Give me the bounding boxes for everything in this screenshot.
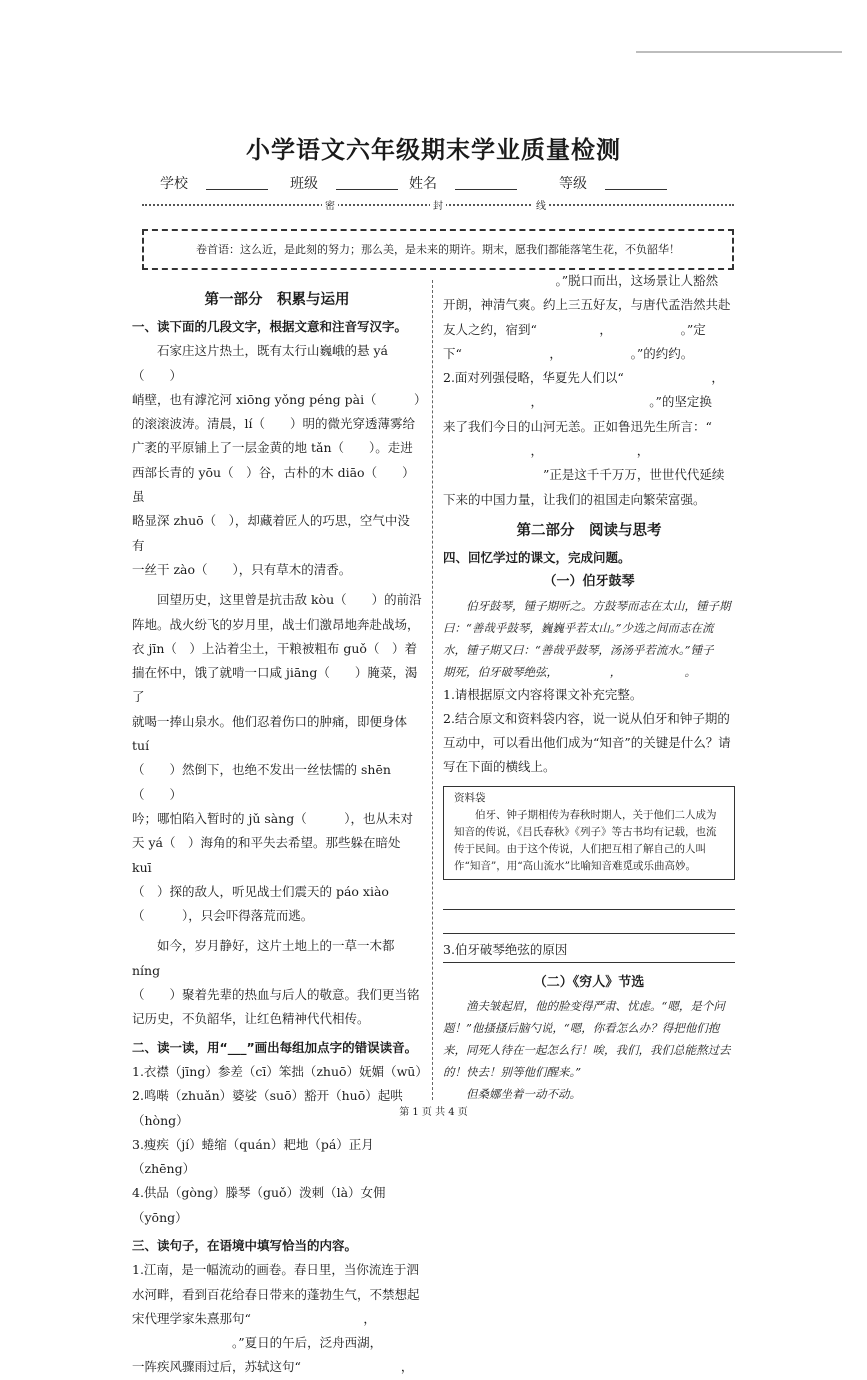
q1-line: 的滚滚波涛。清晨，lí（ ）明的微光穿透薄雾给 xyxy=(132,416,415,432)
top-rule xyxy=(636,51,842,53)
q1-line: 揣在怀中，饿了就啃一口咸 jiāng（ ）腌菜，渴了 xyxy=(132,665,418,705)
q1-line: 一丝干 zào（ ），只有草木的清香。 xyxy=(132,561,352,577)
q1-line: 天 yá（ ）海角的和平失去希望。那些躲在暗处 kuī xyxy=(132,835,401,875)
text2-line: 来，同死人待在一起怎么行！唉，我们，我们总能熬过去 xyxy=(443,1043,731,1058)
class-field[interactable] xyxy=(290,173,398,193)
text1-line: 伯牙鼓琴，锺子期听之。方鼓琴而志在太山，锺子期 xyxy=(466,598,731,613)
text1-title: （一）伯牙鼓琴 xyxy=(543,574,635,590)
q4-1: 1.请根据原文内容将课文补充完整。 xyxy=(443,686,643,702)
grade-blank[interactable] xyxy=(605,175,667,190)
school-field[interactable] xyxy=(160,173,268,193)
text-line[interactable]: 来了我们今日的山河无恙。正如鲁迅先生所言：“ xyxy=(443,418,712,434)
fill-line[interactable]: 。”脱口而出，这场景让人豁然 xyxy=(443,273,719,288)
text2-title: （二）《穷人》节选 xyxy=(533,975,645,991)
text1-line[interactable]: 期死，伯牙破琴绝弦， ， 。 xyxy=(443,664,696,679)
q1-line: 石家庄这片热土，既有太行山巍峨的悬 yá（ ） xyxy=(132,343,388,383)
answer-line[interactable] xyxy=(443,910,735,934)
page-title: 小学语文六年级期末学业质量检测 xyxy=(246,136,621,164)
text2-line: 但桑娜坐着一动不动。 xyxy=(466,1087,581,1102)
q3-line: 1.江南，是一幅流动的画卷。春日里，当你流连于泗 xyxy=(132,1262,419,1278)
q1-line: 阵地。战火纷飞的岁月里，战士们激昂地奔赴战场， xyxy=(132,616,420,632)
q2-item[interactable]: 2.鸣啭（zhuǎn）婆娑（suō）豁开（huō）起哄（hòng） xyxy=(132,1088,403,1128)
q1-line: （ ）聚着先辈的热血与后人的敬意。我们更当铭 xyxy=(132,987,420,1003)
text-line: 下来的中国力量，让我们的祖国走向繁荣富强。 xyxy=(443,491,706,507)
q1-line: （ ），只会吓得落荒而逃。 xyxy=(132,908,314,924)
text2-line: 渔夫皱起眉，他的脸变得严肃、忧虑。“嗯，是个问 xyxy=(466,999,725,1014)
q3-line[interactable]: 宋代理学家朱熹那句“ ， xyxy=(132,1310,376,1326)
text1-line: 水，锺子期又曰：“善哉乎鼓琴，汤汤乎若流水。”锺子 xyxy=(443,642,714,657)
info-box-title: 资料袋 xyxy=(454,791,486,804)
q4-2: 2.结合原文和资料袋内容，说一说从伯牙和钟子期的互动中，可以看出他们成为“知音”的关键是什么？请写在下面的横线上。 xyxy=(443,710,731,775)
q2-item[interactable]: 4.供品（gòng）滕琴（guǒ）泼刺（là）女佣（yōng） xyxy=(132,1185,386,1225)
seal-char-feng: 封 xyxy=(430,197,446,212)
school-blank[interactable] xyxy=(206,175,268,190)
part2-heading: 第二部分 阅读与思考 xyxy=(516,522,662,539)
seal-char-mi: 密 xyxy=(322,197,338,212)
fill-line[interactable]: ， ， xyxy=(443,443,650,459)
q1-line: 西部长青的 yōu（ ）谷，古朴的木 diāo（ ）虽 xyxy=(132,464,415,505)
q1-line: （ ）然倒下，也绝不发出一丝怯懦的 shēn（ ） xyxy=(132,762,391,802)
q4-title: 四、回忆学过的课文，完成问题。 xyxy=(443,549,631,565)
left-column xyxy=(132,285,428,1380)
fill-line[interactable]: 2.面对列强侵略，华夏先人们以“ ， xyxy=(443,370,724,386)
q3-line[interactable]: 。”夏日的午后，泛舟西湖， xyxy=(132,1335,383,1351)
q1-line: 如今，岁月静好，这片土地上的一草一木都 níng xyxy=(132,938,395,978)
q1-line: 吟；哪怕陷入暂时的 jǔ sàng（ ），也从未对 xyxy=(132,810,414,826)
answer-line[interactable] xyxy=(443,886,735,910)
school-label: 学校 xyxy=(160,176,188,192)
info-box xyxy=(443,786,735,880)
name-field[interactable] xyxy=(409,173,517,193)
q1-line: 回望历史，这里曾是抗击敌 kòu（ ）的前沿 xyxy=(157,592,422,608)
class-label: 班级 xyxy=(290,176,318,192)
q3-line: 水河畔，看到百花给春日带来的蓬勃生气，不禁想起 xyxy=(132,1286,420,1302)
fill-line[interactable]: 友人之约，宿到“ ， 。”定 xyxy=(443,321,706,337)
fill-line[interactable]: 下“ ， 。”的约约。 xyxy=(443,345,694,361)
motto-box xyxy=(142,229,734,270)
grade-field[interactable] xyxy=(559,173,667,193)
fill-line[interactable]: ， 。”的坚定换 xyxy=(443,394,712,410)
q4-3[interactable]: 3.伯牙破琴绝弦的原因 xyxy=(443,938,735,963)
q3-line[interactable]: 一阵疾风骤雨过后，苏轼这句“ ， xyxy=(132,1359,414,1375)
right-column xyxy=(443,269,735,1105)
class-blank[interactable] xyxy=(336,175,398,190)
q2-item[interactable]: 3.瘦疾（jí）蜷缩（quán）耙地（pá）正月（zhēng） xyxy=(132,1136,374,1177)
q2-item[interactable]: 1.衣襟（jīng）参差（cī）笨拙（zhuō）妩媚（wū） xyxy=(132,1063,428,1079)
q1-line: 广袤的平原铺上了一层金黄的地 tǎn（ ）。走进 xyxy=(132,440,413,456)
q1-line: 衣 jīn（ ）上沾着尘土，干粮被粗布 guǒ（ ）着 xyxy=(132,640,417,656)
q3-title: 三、读句子，在语境中填写恰当的内容。 xyxy=(132,1237,358,1253)
q1-title: 一、读下面的几段文字，根据文意和注音写汉字。 xyxy=(132,319,408,334)
part1-heading: 第一部分 积累与运用 xyxy=(204,292,350,308)
text2-line: 的！快去！别等他们醒来。” xyxy=(443,1065,582,1080)
text1-line: 曰：“善哉乎鼓琴，巍巍乎若太山。”少选之间而志在流 xyxy=(443,620,714,635)
q1-line: 峭壁，也有滹沱河 xiōng yǒng péng pài（ ） xyxy=(132,391,427,407)
q1-line: 就喝一捧山泉水。他们忍着伤口的肿痛，即便身体 tuí xyxy=(132,713,408,754)
page-footer: 第 1 页 共 4 页 xyxy=(399,1107,468,1118)
text2-line: 题！”他搔搔后脑勺说，“嗯，你看怎么办？得把他们抱 xyxy=(443,1021,720,1036)
column-divider xyxy=(432,280,433,1100)
name-blank[interactable] xyxy=(455,175,517,190)
q2-title: 二、读一读，用“___”画出每组加点字的错误读音。 xyxy=(132,1039,418,1055)
name-label: 姓名 xyxy=(409,176,437,192)
q1-line: 略显深 zhuō（ ），却藏着匠人的巧思，空气中没有 xyxy=(132,513,410,553)
text-line: 开朗，神清气爽。约上三五好友，与唐代孟浩然共赴 xyxy=(443,297,731,313)
q1-line: （ ）探的敌人，听见战士们震天的 páo xiào xyxy=(132,883,389,899)
q1-line: 记历史，不负韶华，让红色精神代代相传。 xyxy=(132,1011,370,1027)
grade-label: 等级 xyxy=(559,176,587,192)
info-box-text: 伯牙、钟子期相传为春秋时期人，关于他们二人成为知音的传说，《吕氏春秋》《列子》等古书均有记载，也流传于民间。由于这个传说，人们把互相了解自己的人叫作“知音”，用“高山流水”比喻知音难觅或乐曲高妙。 xyxy=(454,808,717,872)
motto-text: 卷首语：这么近，是此刻的努力；那么美，是未来的期许。期末，愿我们都能落笔生花，不负韶华！ xyxy=(196,243,680,256)
seal-char-xian: 线 xyxy=(533,197,549,212)
fill-line[interactable]: ”正是这千千万万，世世代代延续 xyxy=(443,467,725,483)
